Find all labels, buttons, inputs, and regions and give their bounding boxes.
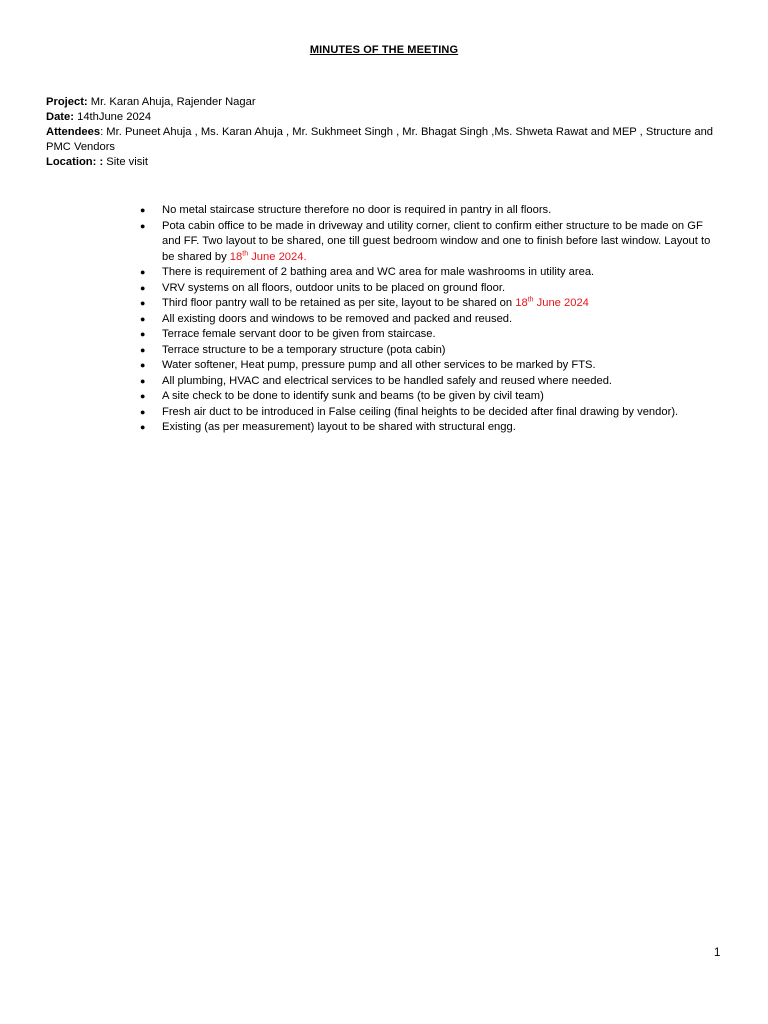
list-item-text: No metal staircase structure therefore no door is required in pantry in all floors. [162, 204, 552, 216]
list-item-text: VRV systems on all floors, outdoor units to be placed on ground floor. [162, 281, 506, 294]
deadline-date [515, 297, 589, 309]
meeting-details [46, 95, 726, 170]
bullet-icon: ● [140, 422, 146, 432]
list-item [138, 219, 718, 266]
attendees-row [46, 125, 726, 155]
deadline-rest: June 2024 [533, 297, 589, 309]
location-label: Location: : [46, 156, 104, 168]
list-item [138, 358, 718, 374]
bullet-icon: ● [140, 298, 146, 308]
deadline-day: 18 [229, 250, 243, 263]
bullet-icon: ● [140, 375, 146, 386]
bullet-icon: ● [140, 313, 146, 324]
list-item-text: There is requirement of 2 bathing area and WC area for male washrooms in utility area. [162, 266, 595, 278]
list-item-text: Terrace female servant door to be given from staircase. [162, 328, 436, 340]
deadline-date [230, 251, 307, 263]
action-items-list [138, 203, 718, 436]
list-item [138, 281, 718, 297]
bullet-icon: ● [140, 267, 146, 277]
list-item-text: Terrace structure to be a temporary structure (pota cabin) [162, 343, 446, 356]
bullet-icon: ● [140, 344, 146, 355]
location-value: Site visit [103, 156, 148, 168]
bullet-icon: ● [140, 360, 146, 370]
bullet-icon: ● [140, 391, 146, 401]
bullet-icon: ● [140, 205, 146, 215]
list-item [138, 296, 718, 312]
attendees-label: Attendees [46, 126, 101, 138]
list-item-text: A site check to be done to identify sunk and beams (to be given by civil team) [162, 390, 544, 402]
list-item-text: Fresh air duct to be introduced in False ceiling (final heights to be decided after final drawing by vendor). [162, 405, 679, 418]
deadline-suffix: th [242, 249, 249, 257]
list-item [138, 374, 718, 390]
bullet-icon: ● [140, 329, 146, 339]
deadline-suffix: th [527, 296, 534, 304]
deadline-day: 18 [515, 297, 528, 309]
list-item [138, 265, 718, 281]
list-item [138, 203, 718, 219]
date-value: 14thJune 2024 [73, 111, 152, 123]
project-value: Mr. Karan Ahuja, Rajender Nagar [87, 96, 256, 108]
list-item [138, 389, 718, 405]
date-row [46, 110, 726, 125]
location-row [46, 155, 726, 170]
list-item [138, 405, 718, 421]
project-row [46, 95, 726, 110]
list-item [138, 312, 718, 328]
project-label: Project: [46, 96, 88, 108]
document-title: MINUTES OF THE MEETING [309, 44, 459, 56]
deadline-rest: June 2024. [248, 250, 307, 263]
list-item-text: Existing (as per measurement) layout to be shared with structural engg. [162, 421, 516, 433]
list-item-text: Pota cabin office to be made in driveway and utility corner, client to confirm either structure to be made on GF and FF. Two layout to be shared, one till guest bedroom window and one to finish before last window. Layout to be shared by [162, 219, 711, 263]
list-item-text: Third floor pantry wall to be retained as per site, layout to be shared on [162, 297, 516, 309]
bullet-icon: ● [140, 282, 146, 293]
bullet-icon: ● [140, 406, 146, 417]
list-item-text: All plumbing, HVAC and electrical services to be handled safely and reused where needed. [162, 374, 613, 387]
list-item [138, 343, 718, 359]
list-item-text: Water softener, Heat pump, pressure pump and all other services to be marked by FTS. [162, 359, 596, 371]
bullet-icon: ● [140, 220, 146, 231]
date-label: Date: [46, 111, 74, 123]
list-item [138, 420, 718, 436]
page-number: 1 [714, 947, 721, 959]
list-item [138, 327, 718, 343]
attendees-value: : Mr. Puneet Ahuja , Ms. Karan Ahuja , Mr. Sukhmeet Singh , Mr. Bhagat Singh ,Ms. Shweta Rawat and MEP , Structure and PMC Vendors [46, 126, 714, 153]
list-item-text: All existing doors and windows to be removed and packed and reused. [162, 312, 513, 325]
